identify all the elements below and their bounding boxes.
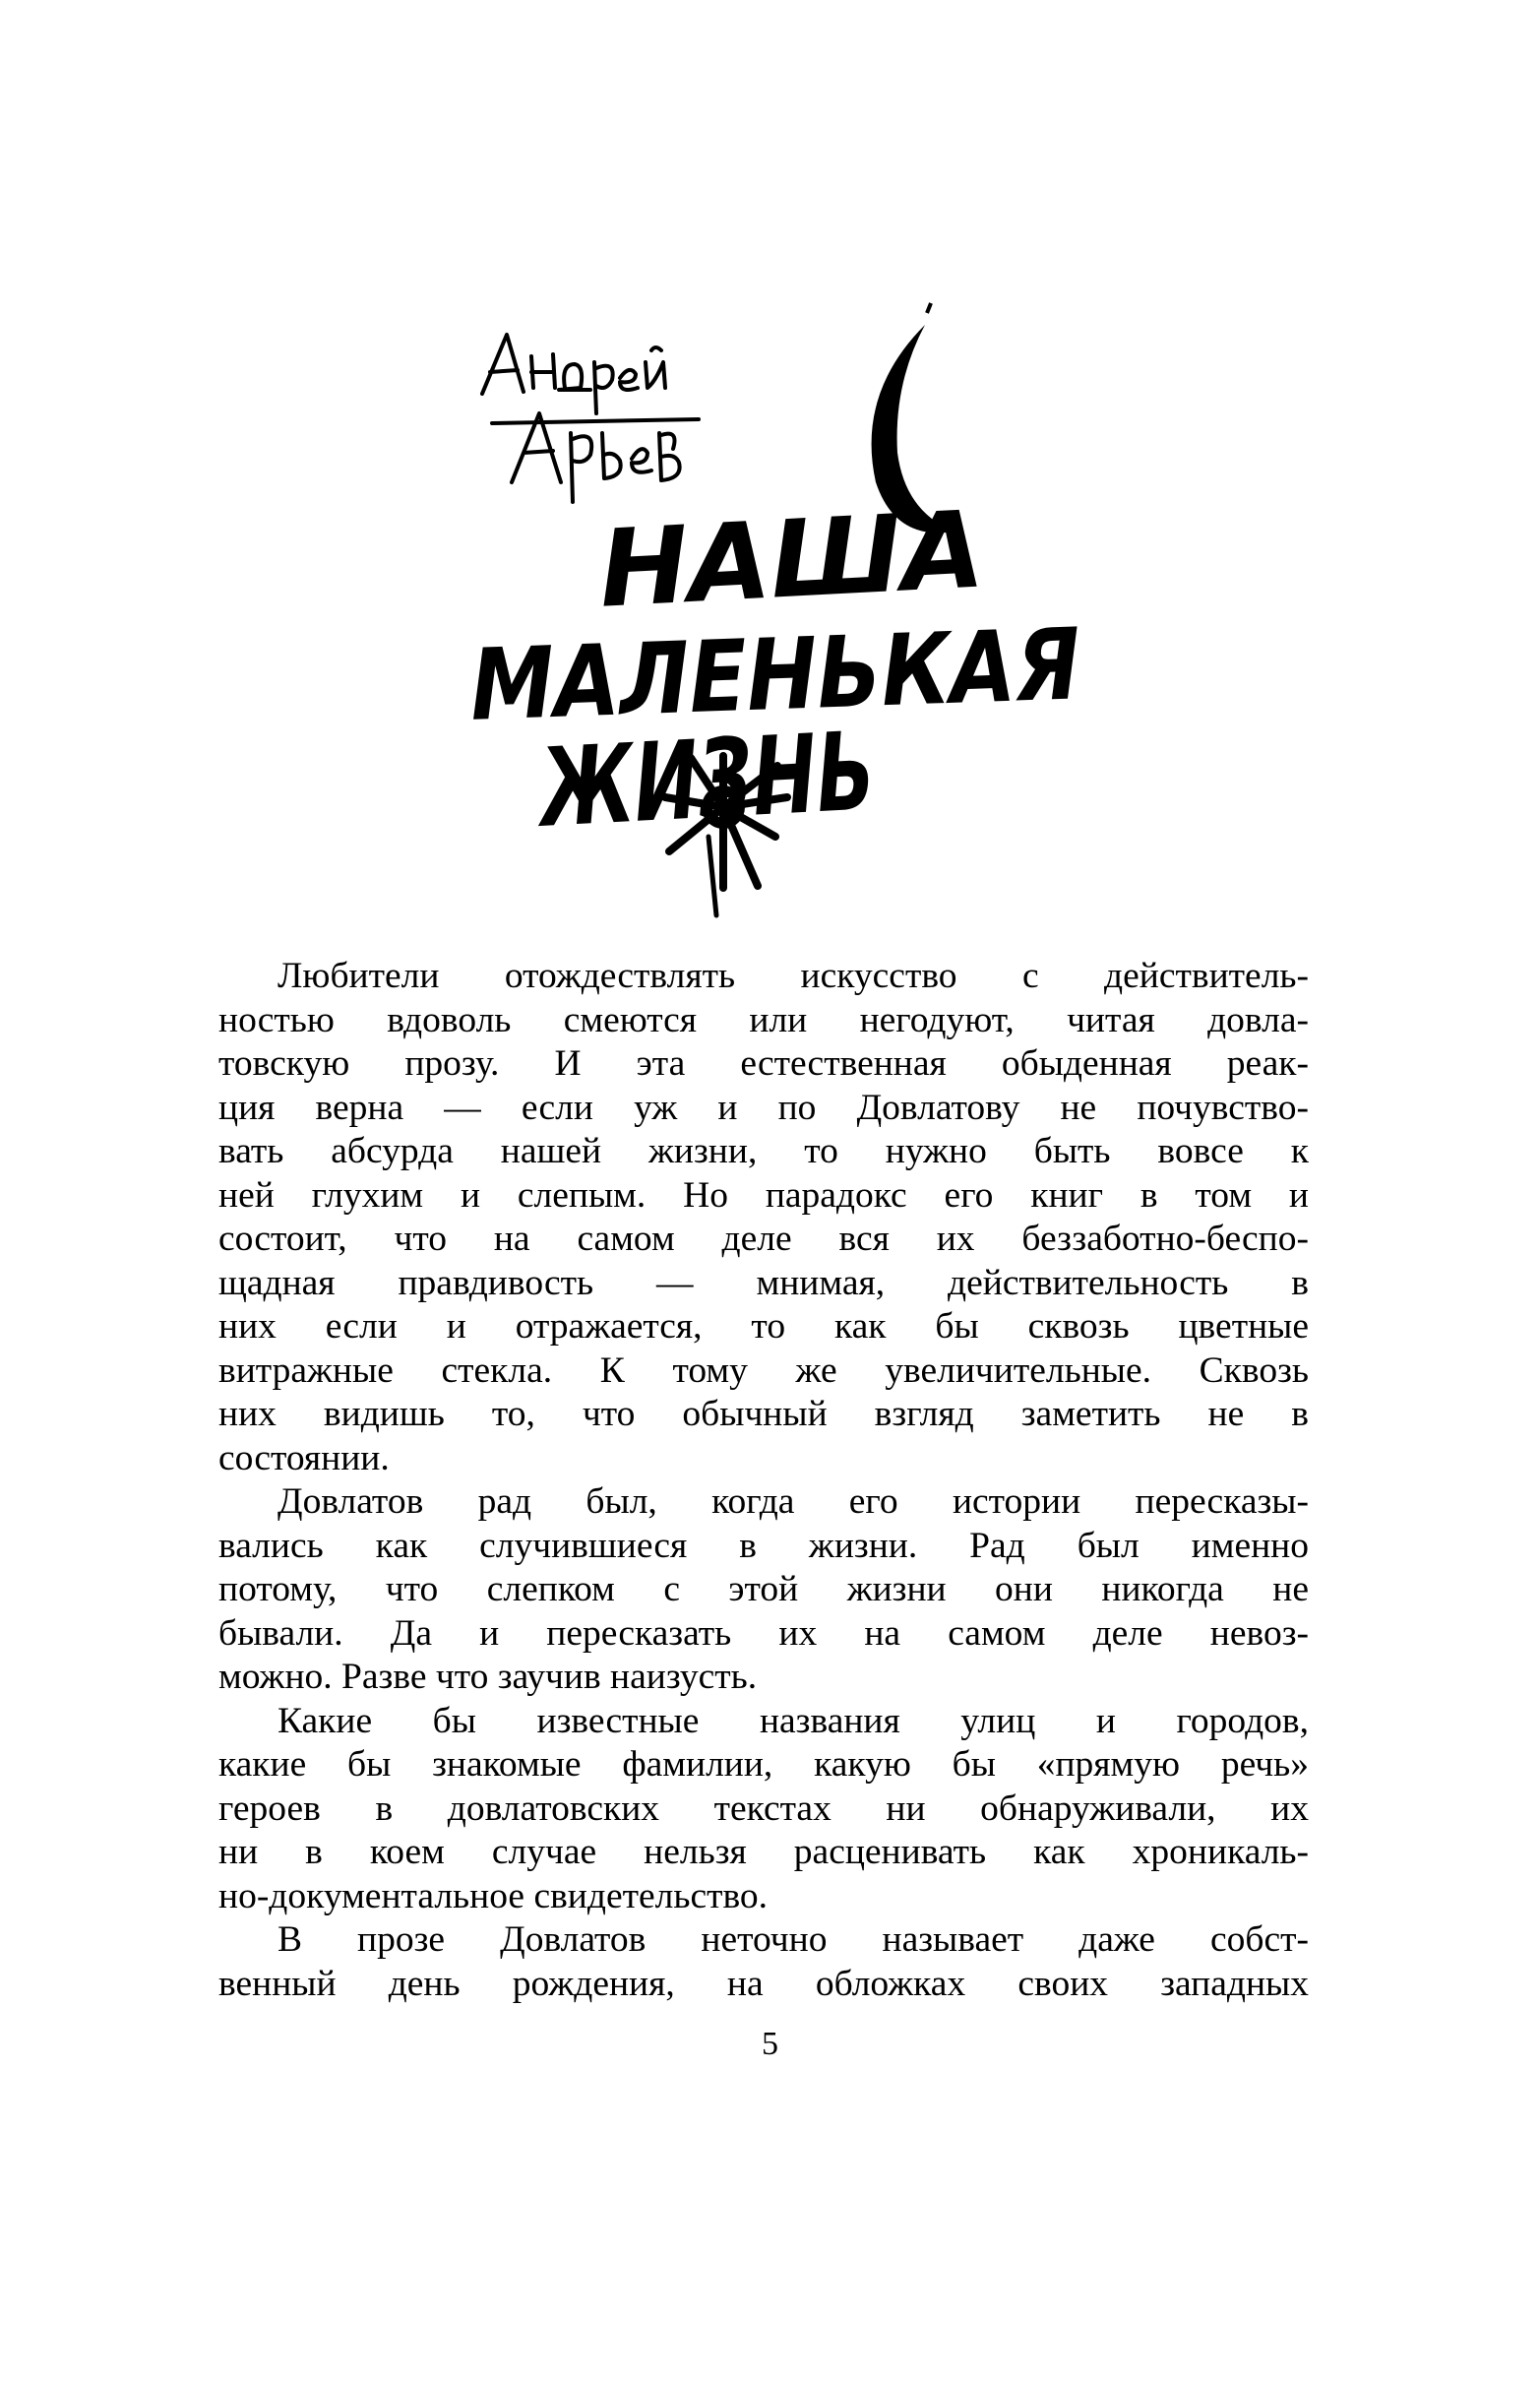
text-line: ней глухим и слепым. Но парадокс его книг в том и xyxy=(218,1174,1309,1216)
text-line: состоит, что на самом деле вся их беззаботно-беспо- xyxy=(218,1219,1309,1259)
text-line: героев в довлатовских текстах ни обнаруживали, их xyxy=(218,1787,1309,1829)
text-line: бывали. Да и пересказать их на самом деле невоз- xyxy=(218,1612,1309,1654)
text-line: товскую прозу. И эта естественная обыденная реак- xyxy=(218,1043,1309,1084)
text-line: Любители отождествлять искусство с действитель- xyxy=(277,956,1309,996)
text-line: ция верна — если уж и по Довлатову не почувство- xyxy=(218,1087,1309,1128)
title-lettering xyxy=(462,285,1185,915)
text-line: венный день рождения, на обложках своих западных xyxy=(218,1963,1309,2004)
title-line-3: ЖИЗНЬ xyxy=(536,700,1016,851)
text-line: витражные стекла. К тому же увеличительные. Сквозь xyxy=(218,1349,1309,1391)
text-line: можно. Разве что заучив наизусть. xyxy=(218,1657,758,1697)
body-text xyxy=(218,955,1309,2006)
text-line: вать абсурда нашей жизни, то нужно быть вовсе к xyxy=(218,1131,1309,1171)
author-signature xyxy=(482,335,699,502)
title-line-2: МАЛЕНЬКАЯ xyxy=(467,602,1185,743)
text-line: Какие бы известные названия улиц и городов, xyxy=(277,1700,1309,1741)
text-line: но-документальное свидетельство. xyxy=(218,1875,769,1916)
text-line: потому, что слепком с этой жизни они никогда не xyxy=(218,1569,1309,1609)
moon-stroke xyxy=(927,303,931,313)
text-line: какие бы знакомые фамилии, какую бы «прямую речь» xyxy=(218,1744,1309,1785)
title-line-1: НАША xyxy=(596,488,988,632)
text-line: состоянии. xyxy=(218,1437,390,1478)
page-number: 5 xyxy=(762,2026,778,2062)
text-line: вались как случившиеся в жизни. Рад был именно xyxy=(218,1525,1309,1566)
title-lettering-drawing xyxy=(462,285,1185,915)
text-line: ностью вдоволь смеются или негодуют, читая довла- xyxy=(218,999,1309,1040)
text-line: ни в коем случае нельзя расценивать как хроникаль- xyxy=(218,1832,1309,1872)
text-line: щадная правдивость — мнимая, действительность в xyxy=(218,1262,1309,1303)
text-line: них видишь то, что обычный взгляд заметить не в xyxy=(218,1394,1309,1434)
text-line: В прозе Довлатов неточно называет даже собст- xyxy=(277,1919,1309,1960)
text-line: Довлатов рад был, когда его истории пересказы- xyxy=(277,1481,1309,1522)
text-line: них если и отражается, то как бы сквозь цветные xyxy=(218,1306,1309,1347)
